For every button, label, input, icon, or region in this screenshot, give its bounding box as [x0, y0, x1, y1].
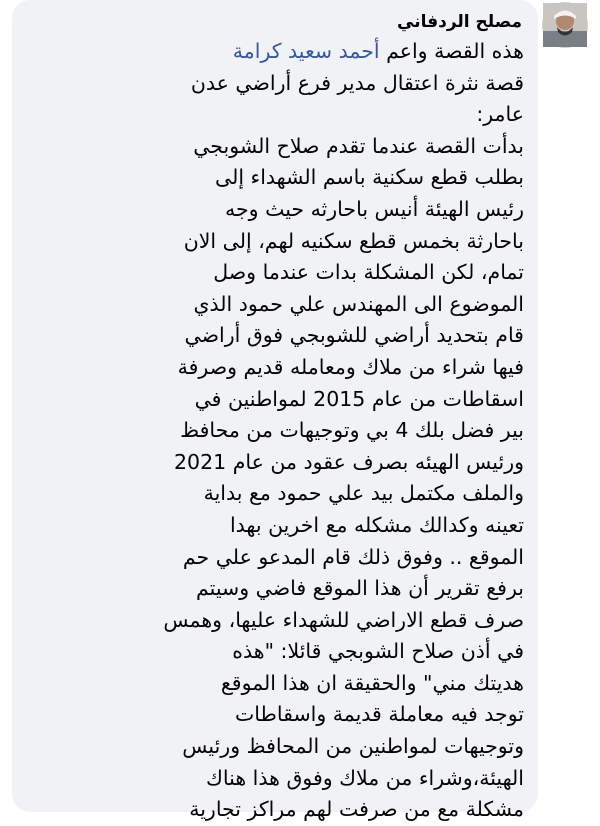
comment-line: الهيئة،وشراء من ملاك وفوق هذا هناك [206, 765, 524, 790]
comment-line: الموقع .. وفوق ذلك قام المدعو علي حم [182, 544, 524, 569]
comment-line: بير فضل بلك 4 بي وتوجيهات من محافظ [180, 418, 524, 443]
comment-line: تمام، لكن المشكلة بدات عندما وصل [213, 260, 524, 285]
comment-line: رئيس الهيئة أنيس باحارثه حيث وجه [224, 196, 524, 221]
comment-line: ورئيس الهيئه بصرف عقود من عام 2021 [174, 449, 524, 474]
author-avatar[interactable] [542, 2, 588, 48]
comment-line: هديتك مني" والحقيقة ان هذا الموقع [220, 670, 524, 695]
comment-line: في أذن صلاح الشوبجي قائلا: "هذه [232, 639, 524, 664]
comment-line: عامر: [476, 102, 524, 127]
mention-link[interactable]: أحمد سعيد كرامة [232, 39, 380, 63]
comment-line: وتوجيهات لمواطنين من المحافظ ورئيس [182, 734, 524, 759]
avatar-image [543, 3, 587, 47]
comment-line: والملف مكتمل بيد علي حمود مع بداية [203, 481, 524, 506]
comment-line: توجد فيه معاملة قديمة واسقاطات [234, 702, 524, 727]
comment-line [24, 36, 524, 68]
comment-line: برفع تقرير أن هذا الموقع فاضي وسيتم [196, 576, 524, 601]
comment-author-name[interactable]: مصلح الردفاني [397, 12, 522, 32]
comment-line: صرف قطع الاراضي للشهداء عليها، وهمس [163, 607, 524, 632]
comment-line: مشكلة مع من صرفت لهم مراكز تجارية [189, 797, 524, 822]
comment-line: قصة نثرة اعتقال مدير فرع أراضي عدن [190, 70, 524, 95]
comment-line: اسقاطات من عام 2015 لمواطنين في [194, 386, 524, 411]
comment-line: الموضوع الى المهندس علي حمود الذي [193, 291, 524, 316]
comment-body [24, 68, 524, 826]
comment-line: باحارثة بخمس قطع سكنيه لهم، إلى الان [183, 228, 524, 253]
comment-line: بطلب قطع سكنية باسم الشهداء إلى [215, 165, 524, 190]
mention-prefix: هذه القصة واعم [386, 39, 524, 63]
comment-line: فيها شراء من ملاك ومعامله قديم وصرفة [177, 354, 524, 379]
comment-bubble [12, 0, 538, 822]
comment-line: بدأت القصة عندما تقدم صلاح الشوبجي [193, 133, 524, 158]
comment-line: قام بتحديد أراضي للشوبجي فوق أراضي [184, 323, 524, 348]
comment-line: تعينه وكدالك مشكله مع اخرين بهدا [229, 512, 524, 537]
